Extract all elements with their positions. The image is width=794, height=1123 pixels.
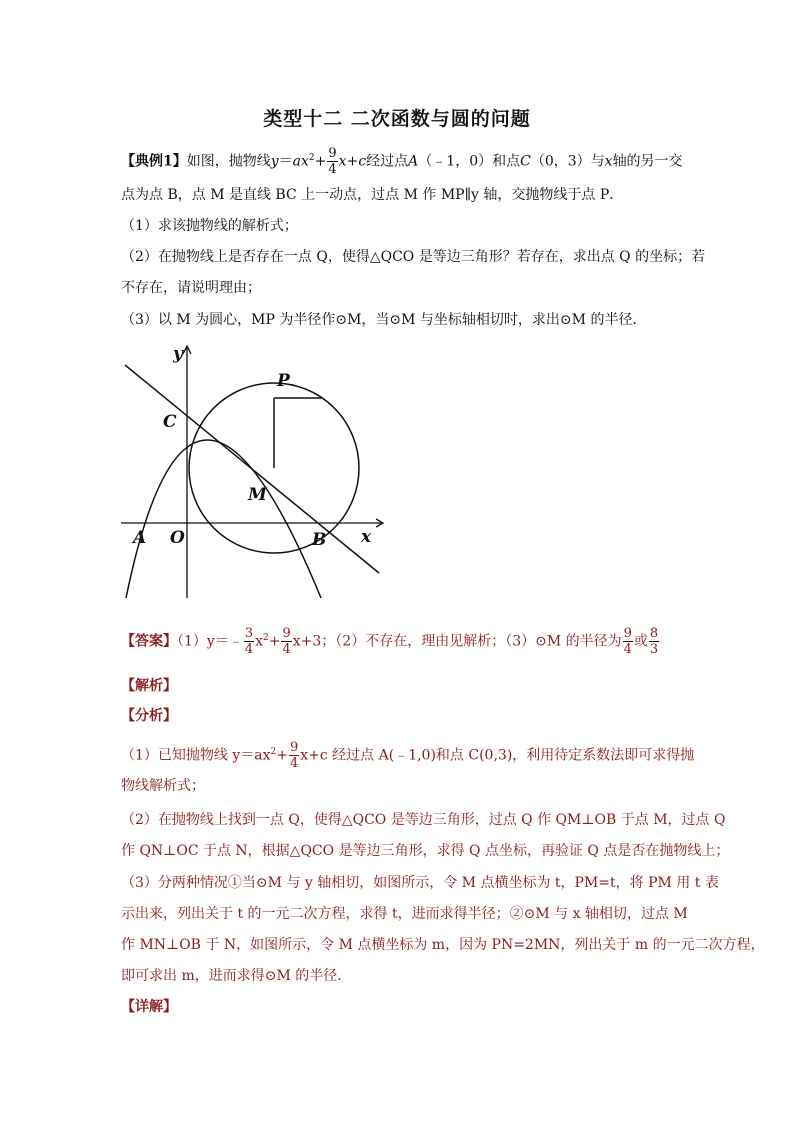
- geometry-figure: [121, 340, 391, 605]
- fenxi-heading: 【分析】: [121, 708, 177, 724]
- text: +: [346, 153, 359, 170]
- text: （0，3）与: [530, 153, 605, 170]
- example-line-2: 点为点 B，点 M 是直线 BC 上一动点，过点 M 作 MP∥y 轴，交抛物线于点 P．: [121, 187, 624, 203]
- fraction-numerator: 8: [649, 626, 659, 641]
- analysis-line-3: （2）在抛物线上找到一点 Q，使得△QCO 是等边三角形，过点 Q 作 QM⊥OB 于点 M，过点 Q: [121, 812, 726, 828]
- var-c: c: [358, 153, 367, 170]
- question-2b: 不存在，请说明理由；: [121, 280, 261, 296]
- line-bc: [125, 365, 379, 573]
- label-x: x: [361, 527, 372, 547]
- exponent: 2: [308, 152, 315, 163]
- fraction-numerator: 9: [328, 146, 337, 161]
- var-ax: ax: [292, 153, 309, 170]
- example-line-1: [121, 146, 681, 177]
- label-c: C: [163, 412, 177, 432]
- fraction-9-4: [281, 626, 291, 657]
- text: 经过点: [366, 153, 409, 170]
- xiangjie-heading: 【详解】: [121, 999, 177, 1015]
- var-y: y: [270, 153, 279, 170]
- exponent: 2: [263, 632, 269, 643]
- text: x+3；（2）不存在，理由见解析；（3）⊙M 的半径为: [292, 633, 622, 650]
- text: +: [268, 633, 281, 650]
- page-title: 类型十二 二次函数与圆的问题: [263, 108, 531, 130]
- text: +: [276, 747, 288, 764]
- figure-svg: [121, 340, 391, 605]
- fraction-8-3: [649, 626, 659, 657]
- answer-line: [121, 626, 681, 657]
- label-p: P: [277, 371, 290, 391]
- fraction-numerator: 9: [289, 740, 299, 755]
- text: 或: [633, 633, 648, 650]
- fraction-denominator: 4: [623, 642, 632, 657]
- fraction-9-4: [327, 146, 337, 177]
- text: （﹣1，0）和点: [418, 153, 521, 170]
- fraction-denominator: 4: [282, 642, 291, 657]
- parabola: [126, 440, 321, 598]
- fraction-9-4-radius: [623, 626, 633, 657]
- text: ＝: [278, 153, 293, 170]
- label-b: B: [312, 530, 327, 550]
- point-A: A: [408, 153, 419, 170]
- question-3: （3）以 M 为圆心，MP 为半径作⊙M，当⊙M 与坐标轴相切时，求出⊙M 的半径．: [121, 312, 647, 328]
- analysis-line-8: 即可求出 m，进而求得⊙M 的半径．: [121, 968, 352, 984]
- fraction-numerator: 9: [623, 626, 632, 641]
- analysis-line-2: 物线解析式；: [121, 778, 205, 794]
- fraction-numerator: 9: [282, 626, 291, 641]
- var-x: x: [338, 153, 347, 170]
- var-x: x: [604, 153, 613, 170]
- text: x+c 经过点 A(﹣1,0)和点 C(0,3)，利用待定系数法即可求得抛: [300, 747, 695, 764]
- fraction-denominator: 4: [328, 162, 337, 177]
- text: 轴的另一交: [612, 153, 683, 170]
- text: （1）y＝﹣: [177, 633, 243, 650]
- jiexi-heading: 【解析】: [121, 678, 177, 694]
- exponent: 2: [270, 746, 277, 757]
- text: （1）已知抛物线 y＝ax: [121, 747, 271, 764]
- label-m: M: [248, 485, 267, 505]
- fraction-3-4: [244, 626, 254, 657]
- example-tag: 【典例1】: [121, 153, 187, 170]
- question-1: （1）求该抛物线的解析式；: [121, 218, 298, 234]
- point-C: C: [520, 153, 531, 170]
- fraction-denominator: 4: [289, 756, 299, 771]
- text: 如图，抛物线: [186, 153, 271, 170]
- label-y: y: [173, 344, 183, 364]
- analysis-line-5: （3）分两种情况①当⊙M 与 y 轴相切，如图所示，令 M 点横坐标为 t，PM=t，将 PM 用 t 表: [121, 875, 719, 891]
- text: +: [314, 153, 327, 170]
- text: x: [255, 633, 264, 650]
- fraction-numerator: 3: [244, 626, 254, 641]
- label-o: O: [170, 528, 185, 548]
- question-2a: （2）在抛物线上是否存在一点 Q，使得△QCO 是等边三角形？若存在，求出点 Q 的坐标；若: [121, 249, 706, 265]
- label-a: A: [133, 528, 147, 548]
- analysis-line-1: [121, 740, 695, 771]
- analysis-line-6: 示出来，列出关于 t 的一元二次方程，求得 t，进而求得半径；②⊙M 与 x 轴相切，过点 M: [121, 906, 688, 922]
- analysis-line-4: 作 QN⊥OC 于点 N，根据△QCO 是等边三角形，求得 Q 点坐标，再验证 Q 点是否在抛物线上；: [121, 843, 730, 859]
- answer-tag: 【答案】: [121, 633, 177, 650]
- analysis-line-7: 作 MN⊥OB 于 N，如图所示，令 M 点横坐标为 m，因为 PN=2MN，列出关于 m 的一元二次方程，: [121, 937, 765, 953]
- fraction-9-4: [289, 740, 299, 771]
- fraction-denominator: 3: [649, 642, 659, 657]
- fraction-denominator: 4: [244, 642, 254, 657]
